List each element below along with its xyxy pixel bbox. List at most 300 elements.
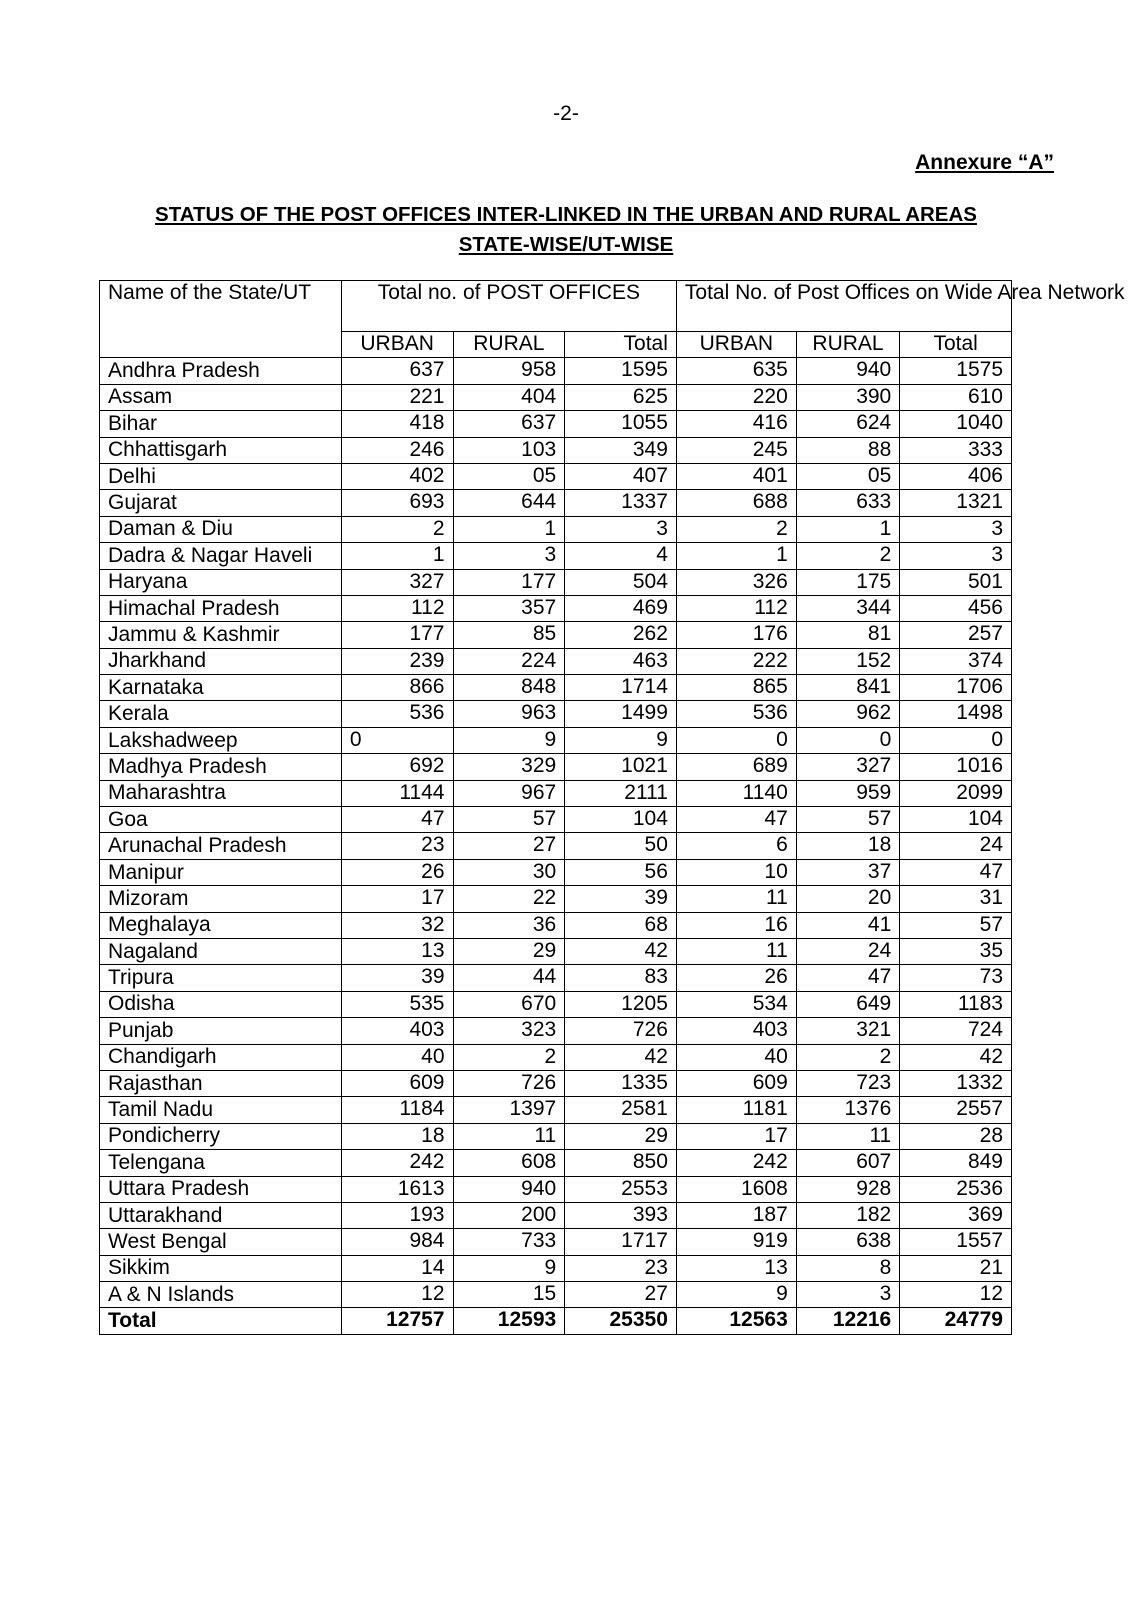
cell-wan-rural: 47 xyxy=(796,965,899,991)
cell-wan-urban: 40 xyxy=(676,1044,796,1070)
table-row xyxy=(100,1097,1012,1123)
cell-wan-urban: 609 xyxy=(676,1070,796,1096)
table-row xyxy=(100,569,1012,595)
cell-po-urban: 239 xyxy=(341,648,453,674)
table-row xyxy=(100,912,1012,938)
cell-po-rural: 9 xyxy=(453,1255,565,1281)
cell-state: Odisha xyxy=(100,991,342,1017)
cell-wan-rural: 57 xyxy=(796,807,899,833)
cell-po-total: 2581 xyxy=(565,1097,677,1123)
cell-state: Rajasthan xyxy=(100,1070,342,1096)
cell-wan-rural: 11 xyxy=(796,1123,899,1149)
cell-po-total: 25350 xyxy=(565,1308,677,1334)
table-row xyxy=(100,384,1012,410)
cell-wan-rural: 1 xyxy=(796,516,899,542)
cell-state: Total xyxy=(100,1308,342,1334)
cell-po-rural: 85 xyxy=(453,622,565,648)
cell-state: Arunachal Pradesh xyxy=(100,833,342,859)
cell-po-urban: 112 xyxy=(341,595,453,621)
cell-wan-urban: 9 xyxy=(676,1282,796,1308)
cell-wan-urban: 10 xyxy=(676,859,796,885)
cell-po-urban: 177 xyxy=(341,622,453,648)
cell-po-urban: 535 xyxy=(341,991,453,1017)
cell-wan-urban: 11 xyxy=(676,886,796,912)
cell-po-rural: 200 xyxy=(453,1202,565,1228)
cell-wan-rural: 8 xyxy=(796,1255,899,1281)
cell-po-rural: 1 xyxy=(453,516,565,542)
cell-wan-rural: 88 xyxy=(796,437,899,463)
cell-po-rural: 12593 xyxy=(453,1308,565,1334)
header-po-rural: RURAL xyxy=(453,332,565,358)
cell-wan-rural: 20 xyxy=(796,886,899,912)
cell-po-total: 9 xyxy=(565,727,677,753)
cell-wan-urban: 534 xyxy=(676,991,796,1017)
cell-wan-urban: 403 xyxy=(676,1018,796,1044)
table-row xyxy=(100,833,1012,859)
cell-state: Sikkim xyxy=(100,1255,342,1281)
cell-wan-rural: 327 xyxy=(796,754,899,780)
cell-wan-total: 1321 xyxy=(900,490,1012,516)
cell-po-total: 4 xyxy=(565,543,677,569)
table-row xyxy=(100,780,1012,806)
cell-po-rural: 644 xyxy=(453,490,565,516)
header-state-name: Name of the State/UT xyxy=(100,281,342,358)
cell-wan-rural: 41 xyxy=(796,912,899,938)
cell-po-total: 393 xyxy=(565,1202,677,1228)
cell-po-rural: 726 xyxy=(453,1070,565,1096)
cell-wan-total: 35 xyxy=(900,938,1012,964)
cell-wan-total: 73 xyxy=(900,965,1012,991)
table-row xyxy=(100,463,1012,489)
table-row xyxy=(100,701,1012,727)
cell-wan-total: 374 xyxy=(900,648,1012,674)
cell-wan-rural: 2 xyxy=(796,1044,899,1070)
cell-po-urban: 1 xyxy=(341,543,453,569)
cell-wan-rural: 1376 xyxy=(796,1097,899,1123)
table-row xyxy=(100,675,1012,701)
cell-wan-urban: 416 xyxy=(676,411,796,437)
cell-po-urban: 17 xyxy=(341,886,453,912)
cell-po-total: 1021 xyxy=(565,754,677,780)
table-row xyxy=(100,1123,1012,1149)
cell-po-rural: 29 xyxy=(453,938,565,964)
cell-state: Lakshadweep xyxy=(100,727,342,753)
cell-wan-urban: 536 xyxy=(676,701,796,727)
cell-wan-total: 0 xyxy=(900,727,1012,753)
cell-po-total: 1335 xyxy=(565,1070,677,1096)
cell-wan-total: 406 xyxy=(900,463,1012,489)
cell-state: West Bengal xyxy=(100,1229,342,1255)
cell-wan-rural: 37 xyxy=(796,859,899,885)
cell-po-total: 262 xyxy=(565,622,677,648)
post-offices-table xyxy=(99,280,1125,1335)
cell-wan-urban: 26 xyxy=(676,965,796,991)
cell-wan-total: 31 xyxy=(900,886,1012,912)
cell-wan-urban: 16 xyxy=(676,912,796,938)
cell-wan-rural: 24 xyxy=(796,938,899,964)
cell-po-urban: 13 xyxy=(341,938,453,964)
cell-po-total: 463 xyxy=(565,648,677,674)
cell-po-total: 104 xyxy=(565,807,677,833)
cell-state: Chhattisgarh xyxy=(100,437,342,463)
cell-wan-total: 2536 xyxy=(900,1176,1012,1202)
cell-state: Tripura xyxy=(100,965,342,991)
cell-wan-rural: 12216 xyxy=(796,1308,899,1334)
cell-po-urban: 1144 xyxy=(341,780,453,806)
cell-po-urban: 32 xyxy=(341,912,453,938)
cell-wan-urban: 1608 xyxy=(676,1176,796,1202)
table-row xyxy=(100,727,1012,753)
cell-po-total: 1205 xyxy=(565,991,677,1017)
cell-po-total: 469 xyxy=(565,595,677,621)
cell-po-urban: 12757 xyxy=(341,1308,453,1334)
cell-po-urban: 609 xyxy=(341,1070,453,1096)
cell-po-urban: 693 xyxy=(341,490,453,516)
cell-po-total: 50 xyxy=(565,833,677,859)
cell-state: Delhi xyxy=(100,463,342,489)
cell-wan-urban: 326 xyxy=(676,569,796,595)
cell-state: Chandigarh xyxy=(100,1044,342,1070)
header-wan-total: Total xyxy=(900,332,1012,358)
cell-wan-urban: 919 xyxy=(676,1229,796,1255)
cell-po-rural: 958 xyxy=(453,358,565,384)
cell-wan-urban: 635 xyxy=(676,358,796,384)
cell-po-urban: 246 xyxy=(341,437,453,463)
cell-wan-rural: 2 xyxy=(796,543,899,569)
cell-po-urban: 12 xyxy=(341,1282,453,1308)
cell-po-rural: 848 xyxy=(453,675,565,701)
cell-po-total: 726 xyxy=(565,1018,677,1044)
cell-wan-rural: 152 xyxy=(796,648,899,674)
table-body xyxy=(100,358,1012,1334)
cell-wan-total: 2557 xyxy=(900,1097,1012,1123)
cell-state: Bihar xyxy=(100,411,342,437)
cell-wan-total: 28 xyxy=(900,1123,1012,1149)
cell-po-rural: 404 xyxy=(453,384,565,410)
cell-po-total: 1717 xyxy=(565,1229,677,1255)
table-row xyxy=(100,595,1012,621)
cell-po-total: 42 xyxy=(565,1044,677,1070)
cell-po-urban: 39 xyxy=(341,965,453,991)
table-row xyxy=(100,1018,1012,1044)
cell-po-rural: 224 xyxy=(453,648,565,674)
table-row xyxy=(100,1176,1012,1202)
cell-po-total: 29 xyxy=(565,1123,677,1149)
table-row xyxy=(100,358,1012,384)
cell-po-total: 407 xyxy=(565,463,677,489)
cell-po-rural: 3 xyxy=(453,543,565,569)
cell-state: Jharkhand xyxy=(100,648,342,674)
cell-wan-rural: 624 xyxy=(796,411,899,437)
cell-wan-total: 1575 xyxy=(900,358,1012,384)
cell-state: Maharashtra xyxy=(100,780,342,806)
cell-po-rural: 30 xyxy=(453,859,565,885)
header-wan-rural: RURAL xyxy=(796,332,899,358)
cell-po-total: 56 xyxy=(565,859,677,885)
cell-po-urban: 221 xyxy=(341,384,453,410)
cell-state: Punjab xyxy=(100,1018,342,1044)
cell-state: Uttarakhand xyxy=(100,1202,342,1228)
cell-po-rural: 15 xyxy=(453,1282,565,1308)
cell-wan-urban: 689 xyxy=(676,754,796,780)
cell-po-urban: 403 xyxy=(341,1018,453,1044)
cell-wan-urban: 112 xyxy=(676,595,796,621)
cell-po-rural: 57 xyxy=(453,807,565,833)
cell-po-total: 3 xyxy=(565,516,677,542)
cell-wan-rural: 633 xyxy=(796,490,899,516)
table-row xyxy=(100,543,1012,569)
cell-wan-total: 1332 xyxy=(900,1070,1012,1096)
cell-po-rural: 11 xyxy=(453,1123,565,1149)
cell-po-rural: 2 xyxy=(453,1044,565,1070)
cell-state: Mizoram xyxy=(100,886,342,912)
cell-wan-urban: 1 xyxy=(676,543,796,569)
cell-wan-urban: 12563 xyxy=(676,1308,796,1334)
cell-wan-total: 1557 xyxy=(900,1229,1012,1255)
annexure-label: Annexure “A” xyxy=(915,151,1054,174)
header-wan-urban: URBAN xyxy=(676,332,796,358)
cell-wan-total: 610 xyxy=(900,384,1012,410)
cell-state: Daman & Diu xyxy=(100,516,342,542)
page-number: -2- xyxy=(553,102,579,125)
cell-state: Andhra Pradesh xyxy=(100,358,342,384)
cell-wan-rural: 81 xyxy=(796,622,899,648)
document-title-line-1: STATUS OF THE POST OFFICES INTER-LINKED IN THE URBAN AND RURAL AREAS xyxy=(155,203,977,226)
table-row xyxy=(100,938,1012,964)
cell-po-urban: 402 xyxy=(341,463,453,489)
table-row xyxy=(100,516,1012,542)
cell-wan-rural: 607 xyxy=(796,1150,899,1176)
cell-state: Uttara Pradesh xyxy=(100,1176,342,1202)
table-row xyxy=(100,1255,1012,1281)
table-row xyxy=(100,648,1012,674)
cell-state: Kerala xyxy=(100,701,342,727)
cell-state: Nagaland xyxy=(100,938,342,964)
cell-po-urban: 23 xyxy=(341,833,453,859)
cell-wan-rural: 321 xyxy=(796,1018,899,1044)
cell-wan-total: 501 xyxy=(900,569,1012,595)
cell-po-total: 349 xyxy=(565,437,677,463)
cell-wan-total: 333 xyxy=(900,437,1012,463)
table-row xyxy=(100,1150,1012,1176)
cell-po-urban: 26 xyxy=(341,859,453,885)
cell-po-rural: 670 xyxy=(453,991,565,1017)
cell-po-urban: 40 xyxy=(341,1044,453,1070)
cell-state: Himachal Pradesh xyxy=(100,595,342,621)
cell-po-urban: 18 xyxy=(341,1123,453,1149)
cell-wan-urban: 245 xyxy=(676,437,796,463)
cell-wan-urban: 222 xyxy=(676,648,796,674)
cell-po-rural: 967 xyxy=(453,780,565,806)
cell-wan-urban: 1181 xyxy=(676,1097,796,1123)
cell-po-total: 1337 xyxy=(565,490,677,516)
cell-wan-total: 12 xyxy=(900,1282,1012,1308)
cell-po-rural: 9 xyxy=(453,727,565,753)
cell-po-rural: 27 xyxy=(453,833,565,859)
cell-wan-rural: 928 xyxy=(796,1176,899,1202)
cell-wan-total: 257 xyxy=(900,622,1012,648)
cell-po-rural: 36 xyxy=(453,912,565,938)
cell-wan-total: 1016 xyxy=(900,754,1012,780)
table-row xyxy=(100,807,1012,833)
cell-po-rural: 637 xyxy=(453,411,565,437)
cell-wan-urban: 11 xyxy=(676,938,796,964)
cell-po-rural: 329 xyxy=(453,754,565,780)
cell-wan-urban: 2 xyxy=(676,516,796,542)
cell-po-rural: 357 xyxy=(453,595,565,621)
cell-wan-urban: 242 xyxy=(676,1150,796,1176)
cell-po-total: 625 xyxy=(565,384,677,410)
cell-po-total: 1595 xyxy=(565,358,677,384)
cell-wan-total: 47 xyxy=(900,859,1012,885)
table-row xyxy=(100,1070,1012,1096)
cell-wan-total: 24 xyxy=(900,833,1012,859)
cell-wan-urban: 401 xyxy=(676,463,796,489)
cell-wan-rural: 959 xyxy=(796,780,899,806)
cell-wan-urban: 176 xyxy=(676,622,796,648)
table-row xyxy=(100,1229,1012,1255)
cell-state: Madhya Pradesh xyxy=(100,754,342,780)
cell-wan-rural: 940 xyxy=(796,358,899,384)
cell-po-rural: 103 xyxy=(453,437,565,463)
cell-wan-total: 456 xyxy=(900,595,1012,621)
cell-wan-total: 3 xyxy=(900,516,1012,542)
table-header xyxy=(100,281,1125,358)
cell-po-total: 27 xyxy=(565,1282,677,1308)
cell-po-urban: 2 xyxy=(341,516,453,542)
cell-po-urban: 692 xyxy=(341,754,453,780)
cell-po-total: 1714 xyxy=(565,675,677,701)
cell-state: Haryana xyxy=(100,569,342,595)
cell-wan-total: 42 xyxy=(900,1044,1012,1070)
header-wan-post-offices: Total No. of Post Offices on Wide Area Network xyxy=(676,281,1011,332)
cell-wan-total: 1498 xyxy=(900,701,1012,727)
table-row xyxy=(100,490,1012,516)
cell-po-urban: 866 xyxy=(341,675,453,701)
cell-po-rural: 323 xyxy=(453,1018,565,1044)
cell-wan-total: 104 xyxy=(900,807,1012,833)
cell-state: Tamil Nadu xyxy=(100,1097,342,1123)
cell-wan-total: 57 xyxy=(900,912,1012,938)
cell-state: Gujarat xyxy=(100,490,342,516)
cell-wan-total: 1040 xyxy=(900,411,1012,437)
cell-po-total: 1055 xyxy=(565,411,677,437)
cell-state: A & N Islands xyxy=(100,1282,342,1308)
cell-po-urban: 14 xyxy=(341,1255,453,1281)
cell-po-total: 83 xyxy=(565,965,677,991)
cell-wan-rural: 723 xyxy=(796,1070,899,1096)
cell-po-rural: 940 xyxy=(453,1176,565,1202)
cell-wan-rural: 0 xyxy=(796,727,899,753)
cell-state: Karnataka xyxy=(100,675,342,701)
cell-wan-total: 849 xyxy=(900,1150,1012,1176)
cell-po-urban: 1184 xyxy=(341,1097,453,1123)
cell-po-urban: 242 xyxy=(341,1150,453,1176)
cell-po-urban: 0 xyxy=(341,727,453,753)
cell-po-total: 504 xyxy=(565,569,677,595)
cell-po-rural: 733 xyxy=(453,1229,565,1255)
cell-po-total: 2111 xyxy=(565,780,677,806)
cell-wan-rural: 344 xyxy=(796,595,899,621)
cell-po-urban: 47 xyxy=(341,807,453,833)
cell-wan-urban: 17 xyxy=(676,1123,796,1149)
cell-po-rural: 1397 xyxy=(453,1097,565,1123)
cell-po-total: 850 xyxy=(565,1150,677,1176)
cell-po-rural: 608 xyxy=(453,1150,565,1176)
cell-po-total: 42 xyxy=(565,938,677,964)
cell-wan-rural: 841 xyxy=(796,675,899,701)
table-row xyxy=(100,1282,1012,1308)
cell-po-total: 39 xyxy=(565,886,677,912)
cell-wan-urban: 187 xyxy=(676,1202,796,1228)
document-title-line-2: STATE-WISE/UT-WISE xyxy=(458,233,674,256)
header-total-post-offices: Total no. of POST OFFICES xyxy=(341,281,676,332)
table-row xyxy=(100,965,1012,991)
header-po-urban: URBAN xyxy=(341,332,453,358)
cell-wan-rural: 638 xyxy=(796,1229,899,1255)
cell-wan-total: 21 xyxy=(900,1255,1012,1281)
cell-po-urban: 536 xyxy=(341,701,453,727)
table-row xyxy=(100,437,1012,463)
table-row xyxy=(100,859,1012,885)
cell-po-urban: 193 xyxy=(341,1202,453,1228)
cell-wan-total: 2099 xyxy=(900,780,1012,806)
cell-state: Manipur xyxy=(100,859,342,885)
cell-wan-rural: 182 xyxy=(796,1202,899,1228)
cell-po-rural: 177 xyxy=(453,569,565,595)
cell-wan-total: 1183 xyxy=(900,991,1012,1017)
cell-po-urban: 327 xyxy=(341,569,453,595)
cell-po-total: 1499 xyxy=(565,701,677,727)
cell-wan-urban: 865 xyxy=(676,675,796,701)
header-po-total: Total xyxy=(565,332,677,358)
cell-wan-rural: 175 xyxy=(796,569,899,595)
document-title xyxy=(0,200,1132,260)
table-total-row xyxy=(100,1308,1012,1334)
table-row xyxy=(100,754,1012,780)
cell-wan-urban: 1140 xyxy=(676,780,796,806)
table-row xyxy=(100,411,1012,437)
cell-po-rural: 963 xyxy=(453,701,565,727)
table-row xyxy=(100,1202,1012,1228)
cell-wan-urban: 47 xyxy=(676,807,796,833)
table-row xyxy=(100,622,1012,648)
cell-po-rural: 44 xyxy=(453,965,565,991)
cell-wan-rural: 05 xyxy=(796,463,899,489)
cell-po-total: 2553 xyxy=(565,1176,677,1202)
cell-wan-total: 724 xyxy=(900,1018,1012,1044)
cell-wan-urban: 220 xyxy=(676,384,796,410)
cell-po-rural: 22 xyxy=(453,886,565,912)
cell-state: Dadra & Nagar Haveli xyxy=(100,543,342,569)
cell-state: Pondicherry xyxy=(100,1123,342,1149)
cell-po-total: 23 xyxy=(565,1255,677,1281)
cell-po-urban: 418 xyxy=(341,411,453,437)
cell-wan-rural: 18 xyxy=(796,833,899,859)
cell-wan-urban: 0 xyxy=(676,727,796,753)
cell-state: Telengana xyxy=(100,1150,342,1176)
cell-state: Goa xyxy=(100,807,342,833)
cell-wan-urban: 13 xyxy=(676,1255,796,1281)
cell-wan-total: 24779 xyxy=(900,1308,1012,1334)
table-row xyxy=(100,1044,1012,1070)
cell-wan-rural: 390 xyxy=(796,384,899,410)
cell-state: Jammu & Kashmir xyxy=(100,622,342,648)
cell-wan-urban: 688 xyxy=(676,490,796,516)
table-row xyxy=(100,886,1012,912)
cell-wan-rural: 649 xyxy=(796,991,899,1017)
cell-wan-urban: 6 xyxy=(676,833,796,859)
